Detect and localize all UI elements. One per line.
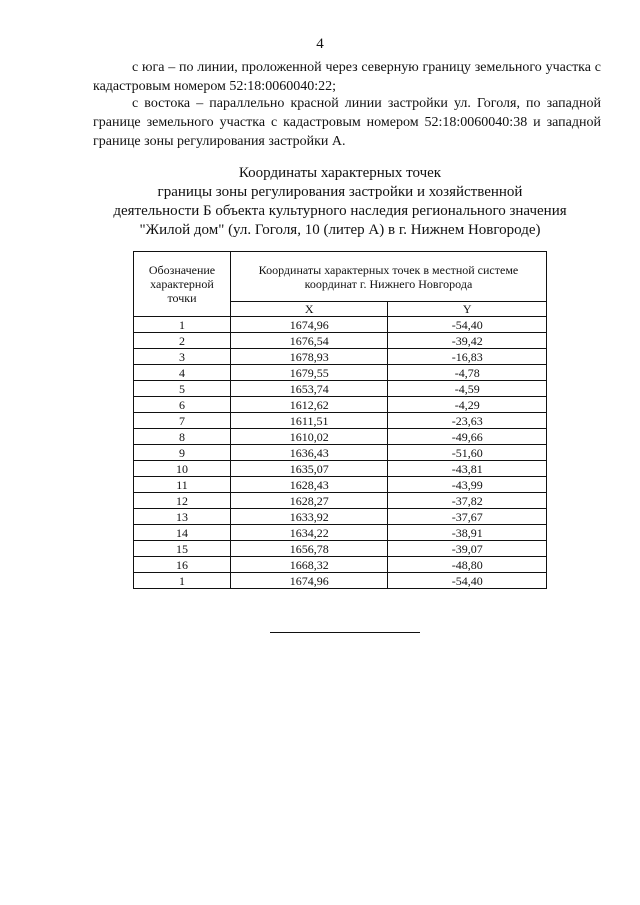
x-cell: 1668,32 bbox=[230, 557, 388, 573]
point-cell: 14 bbox=[134, 525, 231, 541]
table-row bbox=[134, 429, 547, 445]
point-cell: 11 bbox=[134, 477, 231, 493]
table-row bbox=[134, 381, 547, 397]
point-cell: 6 bbox=[134, 397, 231, 413]
table-row bbox=[134, 445, 547, 461]
y-cell: -39,42 bbox=[388, 333, 547, 349]
table-row bbox=[134, 397, 547, 413]
point-cell: 2 bbox=[134, 333, 231, 349]
point-cell: 1 bbox=[134, 317, 231, 333]
coordinates-table-body bbox=[134, 317, 547, 589]
y-cell: -39,07 bbox=[388, 541, 547, 557]
y-cell: -4,78 bbox=[388, 365, 547, 381]
x-cell: 1633,92 bbox=[230, 509, 388, 525]
paragraph-east-text: с востока – параллельно красной линии застройки ул. Гоголя, по западной границе земельного участка с кадастровым номером 52:18:0060040:38 и западной границе зоны регулирования застройки А. bbox=[93, 96, 601, 149]
table-row bbox=[134, 541, 547, 557]
y-cell: -37,67 bbox=[388, 509, 547, 525]
x-cell: 1611,51 bbox=[230, 413, 388, 429]
y-cell: -54,40 bbox=[388, 317, 547, 333]
point-cell: 15 bbox=[134, 541, 231, 557]
y-cell: -37,82 bbox=[388, 493, 547, 509]
table-row bbox=[134, 413, 547, 429]
point-cell: 8 bbox=[134, 429, 231, 445]
point-cell: 9 bbox=[134, 445, 231, 461]
table-row bbox=[134, 573, 547, 589]
x-cell: 1676,54 bbox=[230, 333, 388, 349]
point-cell: 1 bbox=[134, 573, 231, 589]
x-cell: 1635,07 bbox=[230, 461, 388, 477]
y-cell: -54,40 bbox=[388, 573, 547, 589]
table-row bbox=[134, 317, 547, 333]
x-cell: 1628,27 bbox=[230, 493, 388, 509]
x-cell: 1612,62 bbox=[230, 397, 388, 413]
x-cell: 1636,43 bbox=[230, 445, 388, 461]
x-cell: 1656,78 bbox=[230, 541, 388, 557]
table-row bbox=[134, 525, 547, 541]
point-cell: 12 bbox=[134, 493, 231, 509]
y-cell: -43,99 bbox=[388, 477, 547, 493]
y-cell: -48,80 bbox=[388, 557, 547, 573]
point-cell: 16 bbox=[134, 557, 231, 573]
page-number: 4 bbox=[316, 36, 324, 52]
heading-line-4: "Жилой дом" (ул. Гоголя, 10 (литер А) в г. Нижнем Новгороде) bbox=[139, 222, 541, 238]
point-cell: 5 bbox=[134, 381, 231, 397]
closing-rule bbox=[270, 632, 420, 633]
table-row bbox=[134, 493, 547, 509]
y-column-header: Y bbox=[388, 302, 547, 317]
point-cell: 7 bbox=[134, 413, 231, 429]
heading-line-3: деятельности Б объекта культурного наследия регионального значения bbox=[113, 203, 567, 219]
y-cell: -4,59 bbox=[388, 381, 547, 397]
table-row bbox=[134, 333, 547, 349]
y-cell: -43,81 bbox=[388, 461, 547, 477]
x-cell: 1679,55 bbox=[230, 365, 388, 381]
y-cell: -16,83 bbox=[388, 349, 547, 365]
coordinates-column-header: Координаты характерных точек в местной системе координат г. Нижнего Новгорода bbox=[230, 252, 546, 302]
x-cell: 1674,96 bbox=[230, 317, 388, 333]
x-column-header: X bbox=[230, 302, 388, 317]
table-row bbox=[134, 477, 547, 493]
paragraph-east-boundary bbox=[93, 94, 601, 151]
point-cell: 13 bbox=[134, 509, 231, 525]
x-cell: 1610,02 bbox=[230, 429, 388, 445]
y-cell: -49,66 bbox=[388, 429, 547, 445]
y-cell: -38,91 bbox=[388, 525, 547, 541]
table-row bbox=[134, 557, 547, 573]
coordinates-table bbox=[133, 251, 547, 589]
table-row bbox=[134, 365, 547, 381]
y-cell: -23,63 bbox=[388, 413, 547, 429]
heading-line-2: границы зоны регулирования застройки и хозяйственной bbox=[157, 184, 523, 200]
point-cell: 4 bbox=[134, 365, 231, 381]
y-cell: -51,60 bbox=[388, 445, 547, 461]
table-row bbox=[134, 349, 547, 365]
x-cell: 1634,22 bbox=[230, 525, 388, 541]
x-cell: 1653,74 bbox=[230, 381, 388, 397]
point-cell: 10 bbox=[134, 461, 231, 477]
table-heading bbox=[70, 164, 610, 240]
paragraph-south-boundary bbox=[93, 58, 601, 96]
point-column-header: Обозначение характерной точки bbox=[134, 252, 231, 317]
heading-line-1: Координаты характерных точек bbox=[238, 165, 442, 181]
x-cell: 1674,96 bbox=[230, 573, 388, 589]
x-cell: 1628,43 bbox=[230, 477, 388, 493]
table-row bbox=[134, 509, 547, 525]
table-row bbox=[134, 461, 547, 477]
y-cell: -4,29 bbox=[388, 397, 547, 413]
x-cell: 1678,93 bbox=[230, 349, 388, 365]
paragraph-south-text: с юга – по линии, проложенной через северную границу земельного участка с кадастровым номером 52:18:0060040:22; bbox=[93, 60, 601, 94]
point-cell: 3 bbox=[134, 349, 231, 365]
